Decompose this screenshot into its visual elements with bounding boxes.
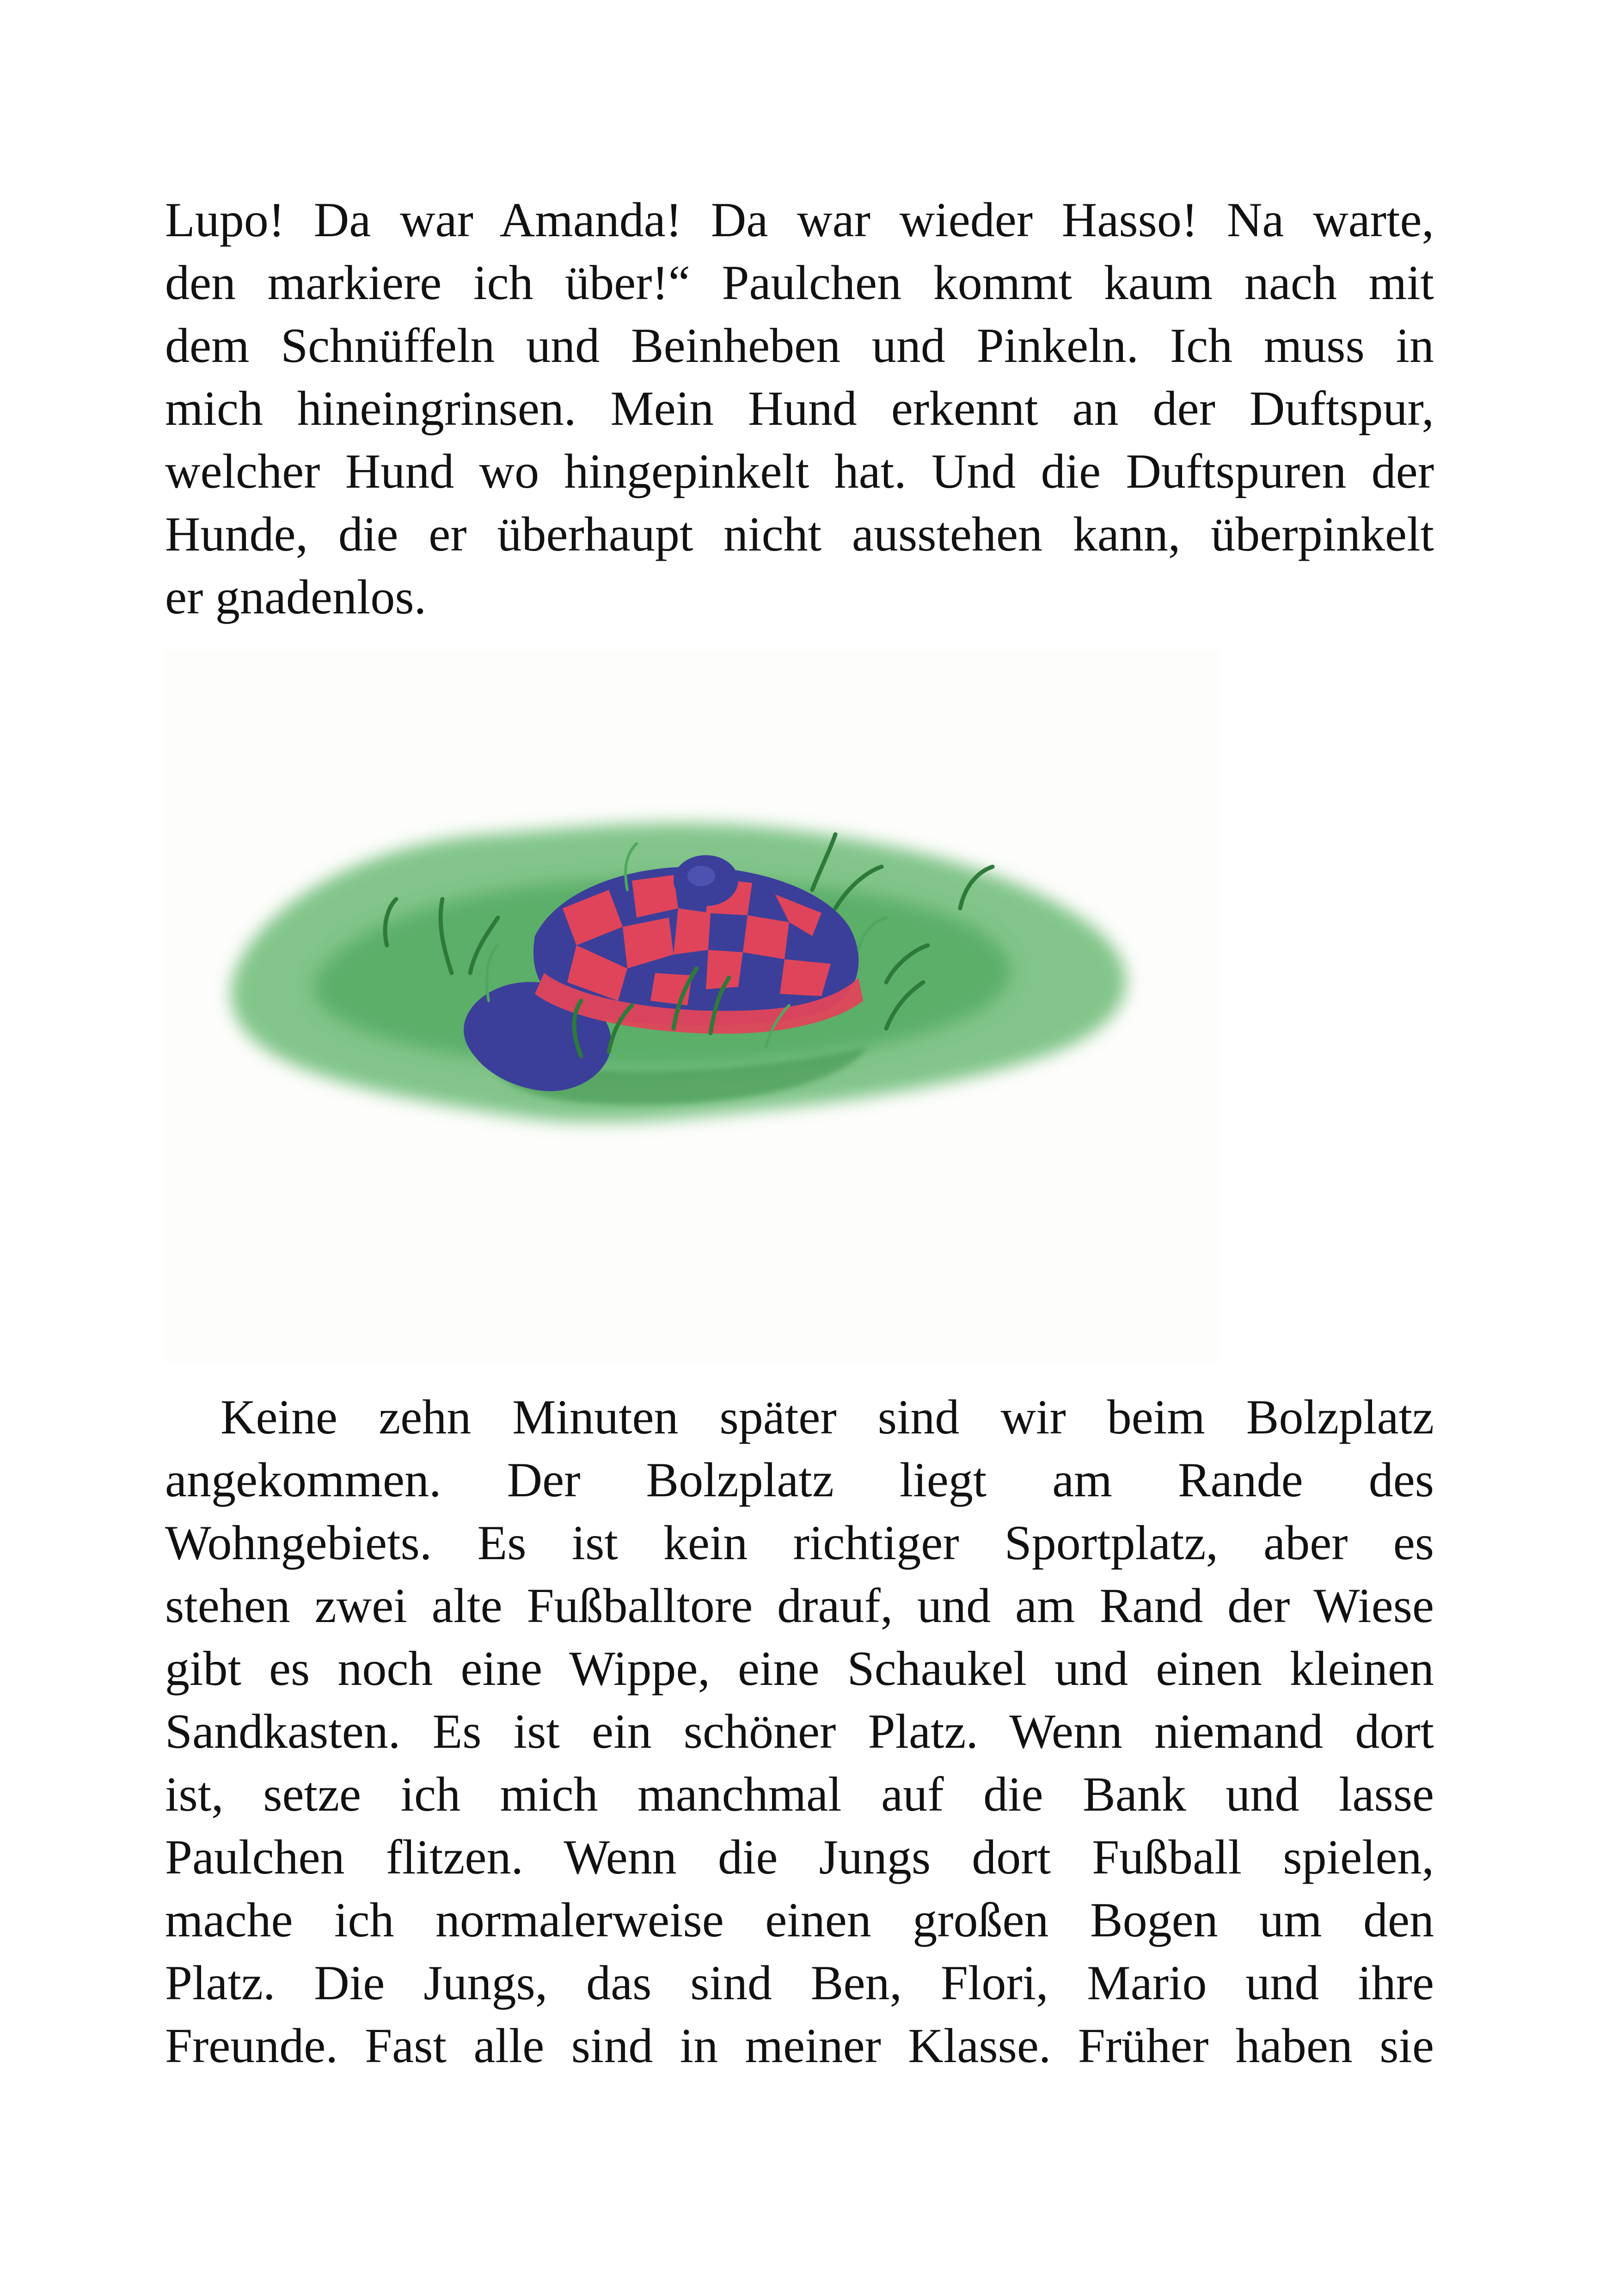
text-line: Freunde. Fast alle sind in meiner Klasse. Früher haben sie — [165, 2019, 1434, 2073]
bottom-paragraph — [165, 1386, 1434, 2077]
text-line: Lupo! Da war Amanda! Da war wieder Hasso! Na warte, — [165, 193, 1434, 247]
text-line: Wohngebiets. Es ist kein richtiger Sportplatz, aber es — [165, 1516, 1434, 1570]
text-line: ist, setze ich mich manchmal auf die Bank und lasse — [165, 1767, 1434, 1821]
text-line: den markiere ich über!“ Paulchen kommt kaum nach mit — [165, 256, 1434, 310]
text-line: mich hineingrinsen. Mein Hund erkennt an der Duftspur, — [165, 381, 1434, 435]
cap-in-grass-image — [165, 649, 1219, 1361]
text-line: stehen zwei alte Fußballtore drauf, und am Rand der Wiese — [165, 1579, 1434, 1633]
text-line: Hunde, die er überhaupt nicht ausstehen kann, überpinkelt — [165, 507, 1434, 561]
top-paragraph — [165, 189, 1434, 629]
text-line: er gnadenlos. — [165, 570, 427, 624]
text-line: angekommen. Der Bolzplatz liegt am Rande des — [165, 1453, 1434, 1507]
text-line: mache ich normalerweise einen großen Bogen um den — [165, 1893, 1434, 1947]
text-line: welcher Hund wo hingepinkelt hat. Und die Duftspuren der — [165, 444, 1434, 498]
text-line: dem Schnüffeln und Beinheben und Pinkeln. Ich muss in — [165, 318, 1434, 373]
cap-illustration — [165, 649, 1219, 1361]
text-line: Paulchen flitzen. Wenn die Jungs dort Fußball spielen, — [165, 1830, 1434, 1884]
text-line: Keine zehn Minuten später sind wir beim Bolzplatz — [221, 1390, 1434, 1444]
text-line: Sandkasten. Es ist ein schöner Platz. Wenn niemand dort — [165, 1704, 1434, 1758]
text-line: gibt es noch eine Wippe, eine Schaukel und einen kleinen — [165, 1641, 1434, 1696]
text-line: Platz. Die Jungs, das sind Ben, Flori, Mario und ihre — [165, 1956, 1434, 2010]
